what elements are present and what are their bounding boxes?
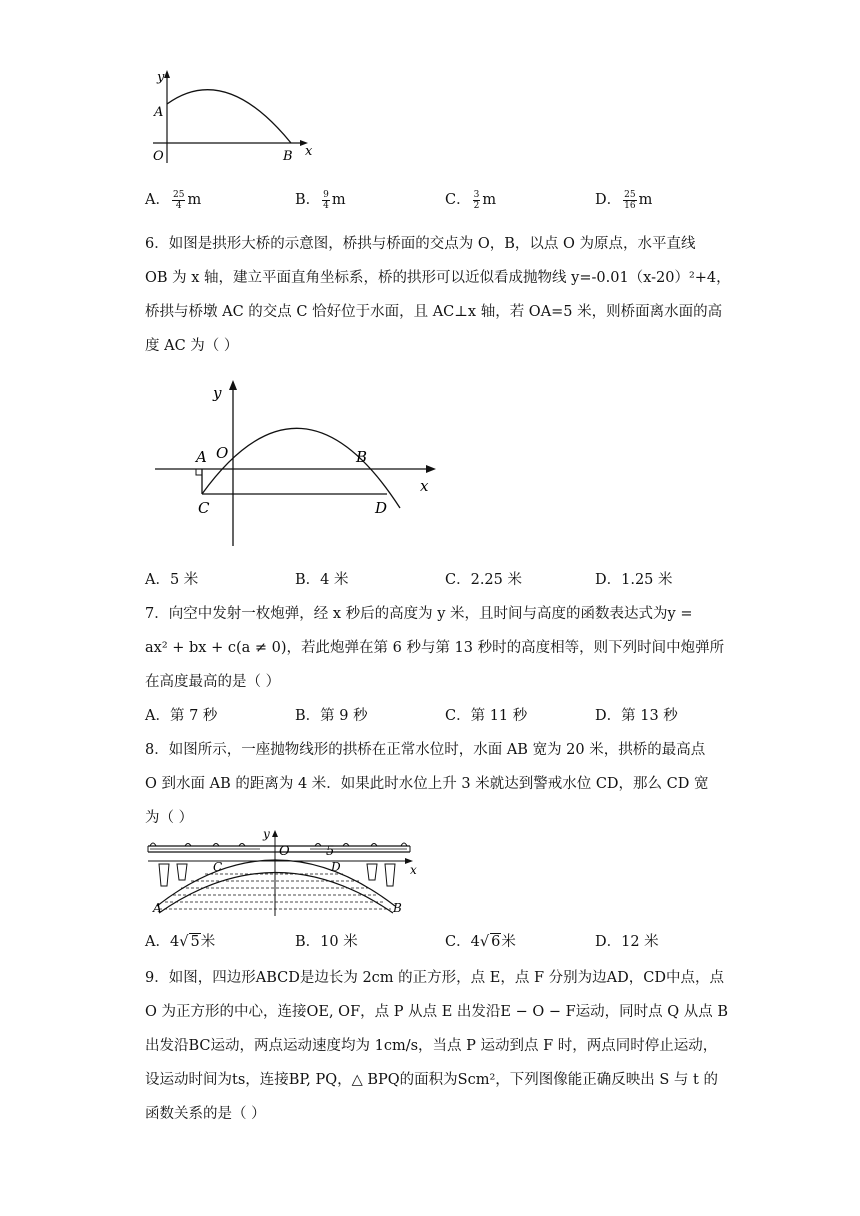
q8-y-arrow	[272, 830, 278, 837]
q6-line-3: 桥拱与桥墩 AC 的交点 C 恰好位于水面，且 AC⊥x 轴，若 OA=5 米，则桥面离水面的高	[145, 304, 723, 320]
q8-label-5: 5	[326, 844, 335, 859]
q6-line-1: 6．如图是拱形大桥的示意图，桥拱与桥面的交点为 O，B，以点 O 为原点，水平直线	[145, 236, 696, 252]
q6-label-d: D	[375, 499, 388, 517]
q5-label-x: x	[305, 144, 313, 159]
q6-label-x: x	[420, 477, 429, 495]
q8-piers-right	[367, 864, 395, 886]
q6-label-o: O	[216, 444, 229, 462]
q5-y-arrow	[164, 70, 170, 78]
q8-piers-left	[159, 864, 187, 886]
q6-option-d: D．1.25 米	[595, 572, 673, 588]
q6-y-arrow	[229, 380, 237, 390]
q8-option-a: A．4√ 5米	[145, 934, 216, 950]
q8-figure	[145, 828, 420, 918]
q5-label-b: B	[283, 149, 293, 164]
q5-label-y: y	[157, 70, 165, 85]
q7-option-d: D．第 13 秒	[595, 708, 678, 724]
q5-option-a: A． $\frac{25}{4}$ m	[145, 189, 202, 211]
q5-option-b: B． $\frac{9}{4}$ m	[295, 189, 346, 211]
q7-option-b: B．第 9 秒	[295, 708, 368, 724]
q9-line-3: 出发沿BC运动，两点运动速度均为 1cm/s，当点 P 运动到点 F 时，两点同时停止运动，	[145, 1038, 718, 1054]
q6-label-b: B	[356, 448, 368, 466]
q6-option-c: C．2.25 米	[445, 572, 522, 588]
q6-label-a: A	[196, 448, 207, 466]
q8-label-o: O	[279, 844, 290, 859]
q7-option-a: A．第 7 秒	[145, 708, 218, 724]
q9-line-1: 9．如图，四边形ABCD是边长为 2cm 的正方形，点 E，点 F 分别为边AD，CD中点，点	[145, 970, 724, 986]
q8-label-d: D	[331, 860, 341, 874]
q9-line-5: 函数关系的是（ ）	[145, 1106, 266, 1122]
q8-line-3: 为（ ）	[145, 810, 194, 826]
q5-label-o: O	[153, 149, 164, 164]
q8-arch-outer	[157, 860, 395, 906]
q7-line-2: ax² + bx + c(a ≠ 0)，若此炮弹在第 6 秒与第 13 秒时的高度相等，则下列时间中炮弹所	[145, 640, 725, 656]
q8-arch-inner	[159, 873, 393, 914]
q6-label-c: C	[198, 499, 210, 517]
q8-label-y: y	[263, 828, 270, 841]
q8-label-b: B	[393, 901, 402, 915]
q7-line-1: 7．向空中发射一枚炮弹，经 x 秒后的高度为 y 米，且时间与高度的函数表达式为y =	[145, 606, 693, 622]
q5-option-c: C． $\frac{3}{2}$ m	[445, 189, 497, 211]
q6-arch	[202, 428, 400, 508]
q5-figure	[145, 68, 320, 168]
q8-label-x: x	[410, 863, 417, 877]
q9-line-4: 设运动时间为ts，连接BP, PQ，△ BPQ的面积为Scm²，下列图像能正确反映出 S 与 t 的	[145, 1072, 718, 1088]
q6-line-2: OB 为 x 轴，建立平面直角坐标系，桥的拱形可以近似看成抛物线 y=-0.01（x-20）²+4，	[145, 270, 731, 286]
q7-option-c: C．第 11 秒	[445, 708, 528, 724]
q6-option-a: A．5 米	[145, 572, 199, 588]
q6-option-b: B．4 米	[295, 572, 349, 588]
q6-x-arrow	[426, 465, 436, 473]
q8-option-b: B．10 米	[295, 934, 358, 950]
q5-label-a: A	[154, 105, 164, 120]
q8-line-2: O 到水面 AB 的距离为 4 米．如果此时水位上升 3 米就达到警戒水位 CD，那么 CD 宽	[145, 776, 709, 792]
q7-line-3: 在高度最高的是（ ）	[145, 674, 281, 690]
q6-line-4: 度 AC 为（ ）	[145, 338, 239, 354]
q9-line-2: O 为正方形的中心，连接OE, OF，点 P 从点 E 出发沿E − O − F运动，同时点 Q 从点 B	[145, 1004, 729, 1020]
q5-parabola	[167, 90, 291, 143]
q5-option-d: D． $\frac{25}{16}$ m	[595, 189, 653, 211]
q8-line-1: 8．如图所示，一座抛物线形的拱桥在正常水位时，水面 AB 宽为 20 米，拱桥的最高点	[145, 742, 706, 758]
q8-label-c: C	[213, 860, 223, 874]
q8-option-d: D．12 米	[595, 934, 659, 950]
q8-option-c: C．4√ 6米	[445, 934, 516, 950]
q6-right-angle-mark	[196, 469, 202, 475]
q8-label-a: A	[153, 901, 162, 915]
q6-label-y: y	[213, 384, 222, 402]
q6-figure	[150, 378, 450, 548]
